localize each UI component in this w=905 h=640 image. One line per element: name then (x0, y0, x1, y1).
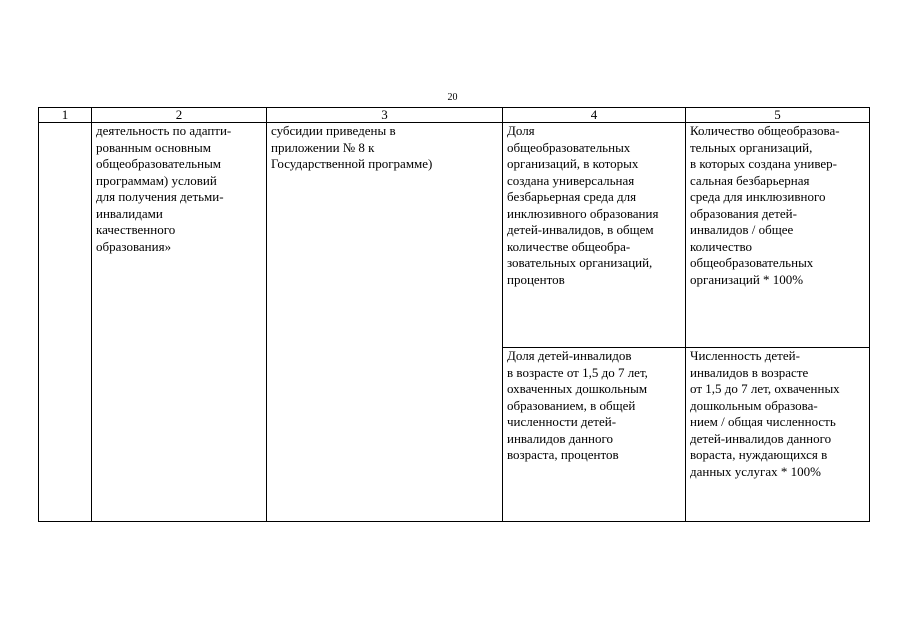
column-header-1: 1 (39, 108, 92, 123)
table-row (39, 123, 870, 348)
column-header-4: 4 (503, 108, 686, 123)
table-header-row (39, 108, 870, 123)
column-header-2: 2 (92, 108, 267, 123)
cell-formula-2 (686, 348, 870, 522)
column-header-3: 3 (267, 108, 503, 123)
measure-description-text: деятельность по адапти- рованным основным общеобразовательным программам) условий для получения детьми- инвалидами качественного образования» (96, 123, 232, 254)
indicator-2-text: Доля детей-инвалидов в возрасте от 1,5 до 7 лет, охваченных дошкольным образованием, в общей численности детей- инвалидов данного возраста, процентов (507, 348, 648, 462)
funding-note-text: субсидии приведены в приложении № 8 к Государственной программе) (271, 123, 433, 171)
column-header-5: 5 (686, 108, 870, 123)
cell-indicator-2 (503, 348, 686, 522)
indicator-1-text: Доля общеобразовательных организаций, в которых создана универсальная безбарьерная среда для инклюзивного образования детей-инвалидов, в общем количестве общеобра- зовательных организаций, процентов (507, 123, 659, 287)
cell-formula-1 (686, 123, 870, 348)
cell-funding-note (267, 123, 503, 522)
formula-1-text: Количество общеобразова- тельных организаций, в которых создана универ- сальная безбарьерная среда для инклюзивного образования детей- инвалидов / общее количество общеобразовательных организаций * 100% (690, 123, 840, 287)
cell-number (39, 123, 92, 522)
cell-indicator-1 (503, 123, 686, 348)
indicator-table (38, 107, 870, 522)
formula-2-text: Численность детей- инвалидов в возрасте от 1,5 до 7 лет, охваченных дошкольным образова- нием / общая численность детей-инвалидов данного вораста, нуждающихся в данных услугах * 100% (690, 348, 840, 479)
cell-measure-description (92, 123, 267, 522)
page-number: 20 (447, 92, 458, 103)
